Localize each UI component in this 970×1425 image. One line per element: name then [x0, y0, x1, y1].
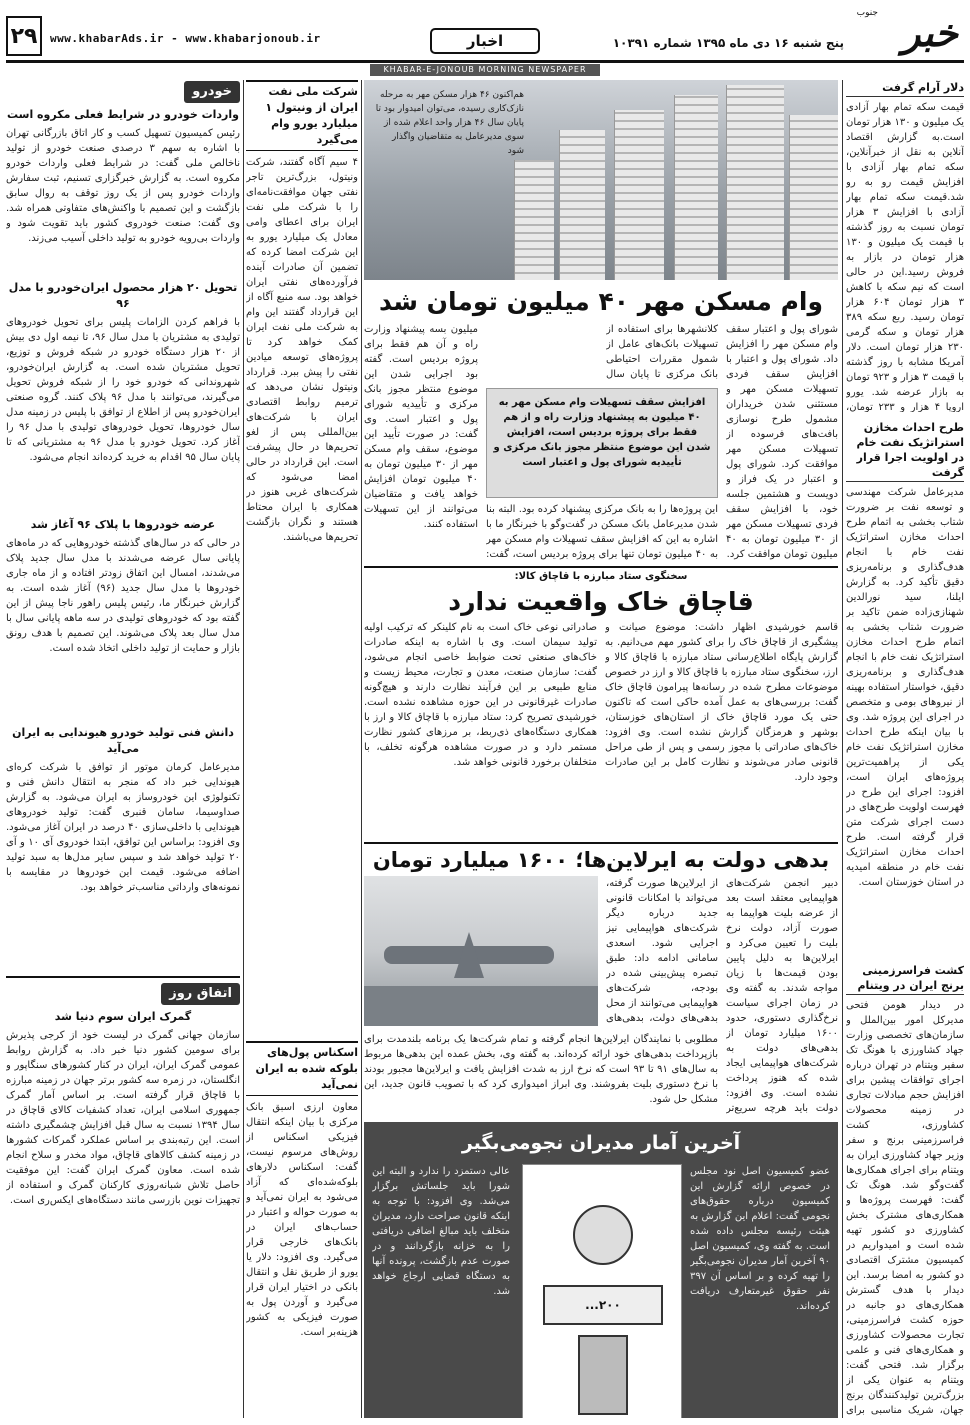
oil-body: ۴ سیم آگاه گفتند، شرکت ونیتول، بزرگ‌ترین تاجر نفتی جهان موافقت‌نامه‌ای را با شرکت ملی نفت ایران برای اعطای وامی معادل یک میلیارد یورو به این شرکت امضا کرده که تضمین آن صادرات آینده فرآورده‌های نفتی ایران خواهد بود. سه منبع آگاه از این قرارداد گفتند این وام به شرکت ملی نفت ایران کمک خواهد کرد تا پروژه‌های توسعه میادین نفتی را پیش ببرد. قرارداد ونیتول نشان می‌دهد که ترمیم روابط اقتصادی ایران با شرکت‌های بین‌المللی پس از لغو تحریم‌ها در حال پیشرفت است. این قرارداد در حالی امضا می‌شود که شرکت‌های غربی هنوز در همکاری با ایران محتاط هستند و نگران بازگشت تحریم‌ها می‌باشند. [246, 157, 358, 543]
building-shape [514, 160, 554, 280]
housing-article [364, 322, 838, 562]
housing-photo [364, 80, 838, 280]
section-label: اخبار [430, 28, 540, 54]
article-title: عرضه خودروها با پلاک ۹۶ آغاز شد [30, 518, 216, 531]
airport-photo [364, 876, 598, 1026]
banknotes-body: معاون ارزی اسبق بانک مرکزی با بیان اینکه انتقال فیزیکی اسکناس از روش‌های مرسوم نیست، گفت: اسکناس دلارهای بلوکه‌شده‌ای که آزاد می‌شود به ایران نمی‌آید و به صورت حواله و اعتبار در حساب‌های ایران در بانک‌های خارجی قرار می‌گیرد. وی افزود: دلار یا یورو از طریق نقل و انتقال بانکی در اختیار ایران قرار می‌گیرد و آوردن پول به صورت فیزیکی به کشور هزینه‌بر است. [246, 1102, 358, 1338]
logo-text: خبر [902, 10, 958, 55]
photo-caption: هم‌اکنون ۴۶ هزار مسکن مهر به مرحله نازک‌کاری رسیده، می‌توان امیدوار بود تا پایان سال ۴۶ هزار واحد اعلام شده از سوی مدیرعامل به متقاضیان واگذار شود [375, 90, 524, 156]
salaries-body-1: عضو کمیسیون اصل نود مجلس در خصوص ارائه گزارش این کمیسیون درباره حقوق‌های نجومی گفت: اعلام این گزارش به هیئت رئیسه مجلس داده شده است. به گفته وی، کمیسیون اصل ۹۰ آخرین آمار مدیران نجومی‌بگیر را تهیه کرده و بر اساس آن ۳۹۷ نفر حقوق غیرمتعارف دریافت کرده‌اند. [690, 1166, 830, 1312]
left-news-column [6, 80, 240, 1418]
logo-subtext: جنوب [856, 8, 878, 18]
newspaper-logo [854, 6, 964, 64]
cartoon-face-shape [573, 1205, 633, 1265]
article-body: رئیس کمیسیون تسهیل کسب و کار اتاق بازرگانی تهران با اشاره به سهم ۳ درصدی صنعت خودرو از تولید ناخالص ملی گفت: در شرایط فعلی واردات خودرو مکروه است. به گزارش خبرگزاری تسنیم، ثبت سفارش واردات خودرو پس از یک روز توقف به روال سابق بازگشت و این تصمیم با واکنش‌های متفاوتی همراه شد. وی گفت: صنعت خودروی کشور باید تقویت شود و واردات بی‌رویه خودرو به تولید داخلی آسیب می‌زند. [6, 128, 240, 244]
banknotes-title: اسکناس پول‌های بلوکه شده به ایران نمی‌آید [246, 1041, 358, 1096]
article-rice-vietnam [846, 963, 964, 1418]
housing-pull-quote: افزایش سقف تسهیلات وام مسکن مهر به ۴۰ میلیون به پیشنهاد وزارت راه و از هم فقط برای پروژه بردیس است، افزایش شدن این موضوع منتظر مجوز بانک مرکزی و تأییدیه شورای پول و اعتبار است [486, 388, 718, 498]
smuggling-kicker: سخنگوی ستاد مبارزه با قاچاق کالا: [514, 571, 688, 582]
smuggling-body-2: صادراتی نوعی خاک است به نام کلینکر که ترکیب اولیه تولید سیمان است. وی با اشاره به اینکه صادرات خاک‌های صنعتی تحت ضوابط خاصی انجام می‌شود، گفت: سازمان صنعت، معدن و تجارت، محیط زیست و منابع طبیعی بر این فرآیند نظارت دارند و هیچ‌گونه صادرات غیرقانونی در این حوزه مشاهده نشده است. خورشیدی تصریح کرد: ستاد مبارزه با قاچاق کالا و ارز با همکاری دستگاه‌های ذی‌ربط، بر مرزهای کشور نظارت مستمر دارد و در صورت مشاهده هرگونه تخلف، با متخلفان برخورد قانونی خواهد شد. [364, 622, 597, 768]
housing-body-3: میلیون بسه پیشنهاد وزارت راه و آن هم فقط برای پروژه بردیس است. گفته بود اجرایی شدن این موضوع منتظر مجوز بانک مرکزی و تأییدیه شورای پول و اعتبار است. وی گفت: در صورت تأیید این موضوع، سقف وام مسکن مهر از ۳۰ میلیون تومان به ۴۰ میلیون تومان افزایش خواهد یافت و متقاضیان می‌توانند از این تسهیلات استفاده کنند. [364, 324, 478, 530]
tarmac-shape [364, 986, 598, 1026]
oil-title: شرکت ملی نفت ایران از ونیتول ۱ میلیارد یورو وام می‌گیرد [246, 80, 358, 151]
article-dollar [846, 80, 964, 412]
morning-banner: KHABAR-E-JONOUB MORNING NEWSPAPER [370, 64, 600, 76]
airline-body-1: دبیر انجمن شرکت‌های هواپیمایی معتقد است بعد از عرضه بلیت هواپیما به صورت آزاد، دولت نرخ بلیت را تعیین می‌کرد و ایرلاین‌ها به دلیل پایین بودن قیمت‌ها با زیان مواجه شدند. به گفته وی در زمان اجرای سیاست نرخ‌گذاری دستوری، حدود ۱۶۰۰ میلیارد تومان از بدهی‌های دولت به شرکت‌های هواپیمایی ایجاد شده که هنوز پرداخت نشده است. وی افزود: دولت باید هرچه سریع‌تر [726, 878, 838, 1114]
smuggling-headline: قاچاق خاک واقعیت ندارد [448, 587, 754, 616]
building-shape [674, 95, 718, 280]
airline-headline: بدهی دولت به ایرلاین‌ها؛ ۱۶۰۰ میلیارد تومان [372, 848, 830, 872]
daily-title: گمرک ایران سوم دنیا شد [54, 1010, 192, 1023]
airline-body-3: مطلوبی با نمایندگان ایرلاین‌ها انجام گرفته و تمام شرکت‌ها یک برنامه بلندمدت برای بازپرداخت بدهی‌های خود ارائه کرده‌اند. به گفته وی، بخش عمده این بدهی‌ها مربوط به سال‌های ۹۱ تا ۹۳ است که نرخ ارز به شدت افزایش یافت و ایرلاین‌ها مجبور بودند با نرخ دستوری بلیت بفروشند. وی ابراز امیدواری کرد که با تصویب قانون جدید، این مشکل حل شود. [364, 1034, 718, 1105]
housing-headline: وام مسکن مهر ۴۰ میلیون تومان شد [378, 287, 824, 316]
article-body: قیمت سکه تمام بهار آزادی یک میلیون و ۱۳۰ هزار تومان است.به گزارش اقتصاد آنلاین به نقل از خبرآنلاین، سکه تمام بهار آزادی با افزایش قیمت رو به رو شد.قیمت سکه تمام بهار آزادی با افزایش ۳ هزار تومان نسبت به روز گذشته با قیمت یک میلیون و ۱۳۰ هزار تومان در بازار به فروش رسید.این در حالی است که نیم سکه با کاهش ۳ هزار تومان ۶۰۴ هزار تومان رسید. ربع سکه ۳۸۹ هزار تومان و سکه گرمی ۲۳۰ هزار تومان است. دلار آمریکا مشابه با روز گذشته با قیمت ۳ هزار و ۹۲۳ تومان به بازار عرضه شد. یورو اروپا ۴ هزار و ۲۳۳ تومان، [846, 102, 964, 412]
article-body: مدیرعامل شرکت مهندسی و توسعه نفت بر ضرورت شتاب بخشی به اتمام طرح احداث مخازن استراتژیک نفت خام با انجام هدف‌گذاری و برنامه‌ریزی دقیق تأکید کرد. به گزارش ایلنا، سید نورالدین شهنازی‌زاده ضمن تاکید بر ضرورت شتاب بخشی به اتمام طرح احداث مخازن استراتژیک نفت خام با انجام هدف‌گذاری و برنامه‌ریزی دقیق، خواستار استفاده بهینه از نیروهای بومی و متخصص در اجرای این پروژه شد. وی با بیان اینکه طرح احداث مخازن استراتژیک نفت خام یکی از پراهمیت‌ترین پروژه‌های ایران است، افزود: اجرای این طرح در فهرست اولویت طرح‌های در دست اجرای شرکت متن قرار گرفته است. طرح احداث مخازن استراتژیک نفت خام در منطقه امیدیه در استان خوزستان است. [846, 487, 964, 888]
airline-article [364, 842, 838, 1116]
daily-event-banner: اتفاق روز [161, 983, 240, 1005]
article-body: با فراهم کردن الزامات پلیس برای تحویل خودروهای تولیدی به مشتریان با مدل سال ۹۶، تا نیمه اول دی بیش از ۲۰ هزار دستگاه خودرو در شبکه فروش و توزیع، تحویل مشتریان شده است. به گزارش ایران‌خودرو، شهروندانی که خودرو خود را از شبکه فروش تحویل می‌گیرند، می‌توانند با مدل ۹۶ پلاک کنند. گروه صنعتی ایران‌خودرو پس از اطلاع از توافق با پلیس در زمینه مدل سال خودروها، تحویل خودروهای تولیدی با مدل ۹۶ را آغاز کرد. تحویل خودرو با مدل ۹۶ به مشتریانی که تا پایان سال ۹۵ اقدام به خرید کرده‌اند انجام می‌شود. [6, 317, 240, 463]
site-urls[interactable]: www.khabarAds.ir - www.khabarjonoub.ir [50, 32, 321, 45]
column-divider [842, 80, 843, 1418]
masthead [6, 6, 964, 68]
page-number: ۲۹ [6, 16, 42, 56]
article-body: در حالی که در سال‌های گذشته خودروهایی که در ماه‌های پایانی سال عرضه می‌شدند با مدل سال جدید پلاک می‌شدند، امسال این اتفاق زودتر افتاده و از ماه جاری خودروها با مدل سال جدید (۹۶) آغاز شده است. به گزارش خبرنگار ما، رئیس پلیس راهور ناجا پیش از این گفته بود که خودروهای تولیدی در سه ماهه پایانی سال با مدل سال بعد پلاک می‌شوند. این تصمیم با هدف رونق بازار و حمایت از تولید داخلی اتخاذ شده است. [6, 538, 240, 654]
housing-body-1: شورای پول و اعتبار سقف وام مسکن مهر را افزایش داد. شورای پول و اعتبار با افزایش سقف فردی تسهیلات مسکن مهر و مستثنی شدن خریداران مشمول طرح نوسازی بافت‌های فرسوده از تسهیلات مسکن مهر موافقت کرد. شورای پول و اعتبار در یک فراز و دویست و هشتمین جلسه خود، با افزایش سقف فردی تسهیلات مسکن مهر از ۳۰ میلیون تومان به ۴۰ میلیون تومان موافقت کرد. [726, 324, 838, 560]
smuggling-article [364, 566, 838, 838]
article-title: دلار آرام گرفت [846, 80, 964, 97]
header-rule [6, 60, 964, 63]
salaries-feature-box [364, 1122, 838, 1418]
building-shape [789, 115, 838, 280]
salaries-body-2: عالی دستمزد را ندارد و البته این شورا باید جلساتش برگزار می‌شد. وی افزود: با توجه به اینکه قانون صراحت دارد، مدیران متخلف باید مبالغ اضافی دریافتی را به خزانه بازگردانند و در صورت عدم بازگشت، پرونده آنها به دستگاه قضایی ارجاع خواهد شد. [372, 1166, 510, 1297]
category-banner: خودرو [184, 81, 240, 103]
cartoon-body-shape [578, 1335, 628, 1415]
article-title: کشت فراسرزمینی برنج ایران در ویتنام [846, 963, 964, 995]
main-stories-column [364, 80, 838, 1418]
smuggling-body-1: قاسم خورشیدی اظهار داشت: موضوع صیانت و پیشگیری از قاچاق خاک را برای کشور مهم می‌دانیم. به گزارش پایگاه اطلاع‌رسانی ستاد مبارزه با قاچاق کالا و ارز، سخنگوی ستاد مبارزه با قاچاق کالا و ارز در خصوص موضوعات مطرح شده در رسانه‌ها پیرامون قاچاق خاک گفت: بررسی‌های به عمل آمده حاکی است که تاکنون حتی یک مورد قاچاق خاک از استان‌های خوزستان، بوشهر و هرمزگان گزارش نشده است. وی افزود: خاک‌های صادراتی با مجوز رسمی و پس از طی مراحل قانونی صادر می‌شوند و نظارت کامل بر این صادرات وجود دارد. [605, 622, 838, 783]
article-title: طرح احداث مخازن استراتژیک نفت خام در اولویت اجرا قرار گرفت [846, 420, 964, 482]
building-shape [559, 130, 605, 280]
daily-body: سازمان جهانی گمرک در لیست خود از کرجی پذیرش برای سومین کشور دنیا خبر داد. به گزارش روابط عمومی گمرک ایران، ایران در کنار کشورهای سنگاپور و انگلستان، در زمره سه کشور برتر جهان در زمینه مبارزه با قاچاق قرار گرفته است. بر اساس آمار گمرک جمهوری اسلامی ایران، تعداد کشفیات کالای قاچاق در سال ۱۳۹۴ نسبت به سال قبل افزایش چشمگیری داشته است. این رتبه‌بندی بر اساس عملکرد گمرکات کشورها در زمینه کشف کالاهای قاچاق، مواد مخدر و سلاح انجام شده است. معاون گمرک ایران گفت: این موفقیت حاصل تلاش شبانه‌روزی کارکنان گمرک و استفاده از تجهیزات نوین بازرسی مانند دستگاه‌های ایکس‌ری است. [6, 1030, 240, 1206]
article-title: تحویل ۲۰ هزار محصول ایران‌خودرو با مدل ۹۶ [8, 281, 238, 310]
column-divider [361, 80, 362, 1418]
right-news-column [846, 80, 964, 1418]
oil-column [246, 80, 358, 1418]
article-oil-storage [846, 420, 964, 955]
salaries-headline: آخرین آمار مدیران نجومی‌بگیر [461, 1132, 741, 1154]
housing-body-4: این پروژه‌ها را به بانک مرکزی پیشنهاد کرده بود. البته بنا شدن مدیرعامل بانک مسکن در گفت‌وگو با خبرنگار ما با اشاره به این که افزایش سقف تسهیلات وام مسکن مهر به ۴۰ میلیون تومان تنها برای پروژه بردیس است، گفت: [486, 504, 718, 560]
salaries-cartoon [522, 1164, 682, 1418]
cartoon-sign: ۲۰۰... [543, 1285, 663, 1325]
column-divider [243, 80, 244, 1418]
article-body: در دیدار هومن فتحی مدیرکل امور بین‌الملل و سازمان‌های تخصصی وزارت جهاد کشاورزی با هونگ تک سفیر ویتنام در تهران درباره اجرای توافقات پیشین برای افزایش حجم مبادلات تجاری در زمینه محصولات کشاورزی، کشت فراسرزمینی برنج و سفر وزیر جهاد کشاورزی ایران به ویتنام برای اجرای همکاری‌ها گفت‌وگو شد. هونگ تک گفت: فهرست پروژه‌ها و همکاری‌های مشترک بخش کشاورزی دو کشور تهیه شده است و امیدواریم در کمیسیون مشترک اقتصادی دو کشور به امضا برسد. این دیدار با هدف گسترش همکاری‌های دو جانبه در حوزه کشت فراسرزمینی، تجارت محصولات کشاورزی و همکاری‌های فنی و علمی برگزار شد. فتحی گفت: ویتنام به عنوان یکی از بزرگ‌ترین تولیدکنندگان برنج جهان، شریک مناسبی برای [846, 1000, 964, 1416]
building-shape [614, 110, 664, 280]
article-title: واردات خودرو در شرایط فعلی مکروه است [7, 108, 239, 121]
airline-body-2: از ایرلاین‌ها صورت گرفته، می‌تواند با امکانات قانونی جدید درباره دیگر شرکت‌های هواپیمایی نیز اجرایی شود. اسعدی سامانی ادامه داد: طبق تبصره پیش‌بینی شده در بودجه، شرکت‌های هواپیمایی می‌توانند از محل بدهی‌های دولت، بدهی‌های [606, 878, 718, 1024]
article-body: مدیرعامل کرمان موتور از توافق با شرکت کره‌ای هیوندایی خبر داد که منجر به انتقال دانش فنی و تکنولوژی این خودروساز به ایران می‌شود. به گزارش صداوسیما، سامان قنبری گفت: تولید خودروهای هیوندایی با داخلی‌سازی ۴۰ درصد در ایران آغاز می‌شود. وی افزود: براساس این توافق، ابتدا خودروی آی ۱۰ و آی ۲۰ تولید خواهد شد و سپس سایر مدل‌ها به سبد تولید اضافه می‌شود. قیمت این خودروها در مقایسه با نمونه‌های وارداتی مناسب‌تر خواهد بود. [6, 762, 240, 893]
housing-body-2: کلانشهرها برای استفاده از تسهیلات بانک‌های عامل از شمول مقررات احتیاطی بانک مرکزی تا پایان سال [606, 324, 718, 380]
article-title: دانش فنی تولید خودرو هیوندایی به ایران می‌آید [12, 726, 234, 755]
issue-info: پنج شنبه ۱۶ دی ماه ۱۳۹۵ شماره ۱۰۳۹۱ [612, 36, 844, 50]
building-shape [726, 85, 784, 280]
